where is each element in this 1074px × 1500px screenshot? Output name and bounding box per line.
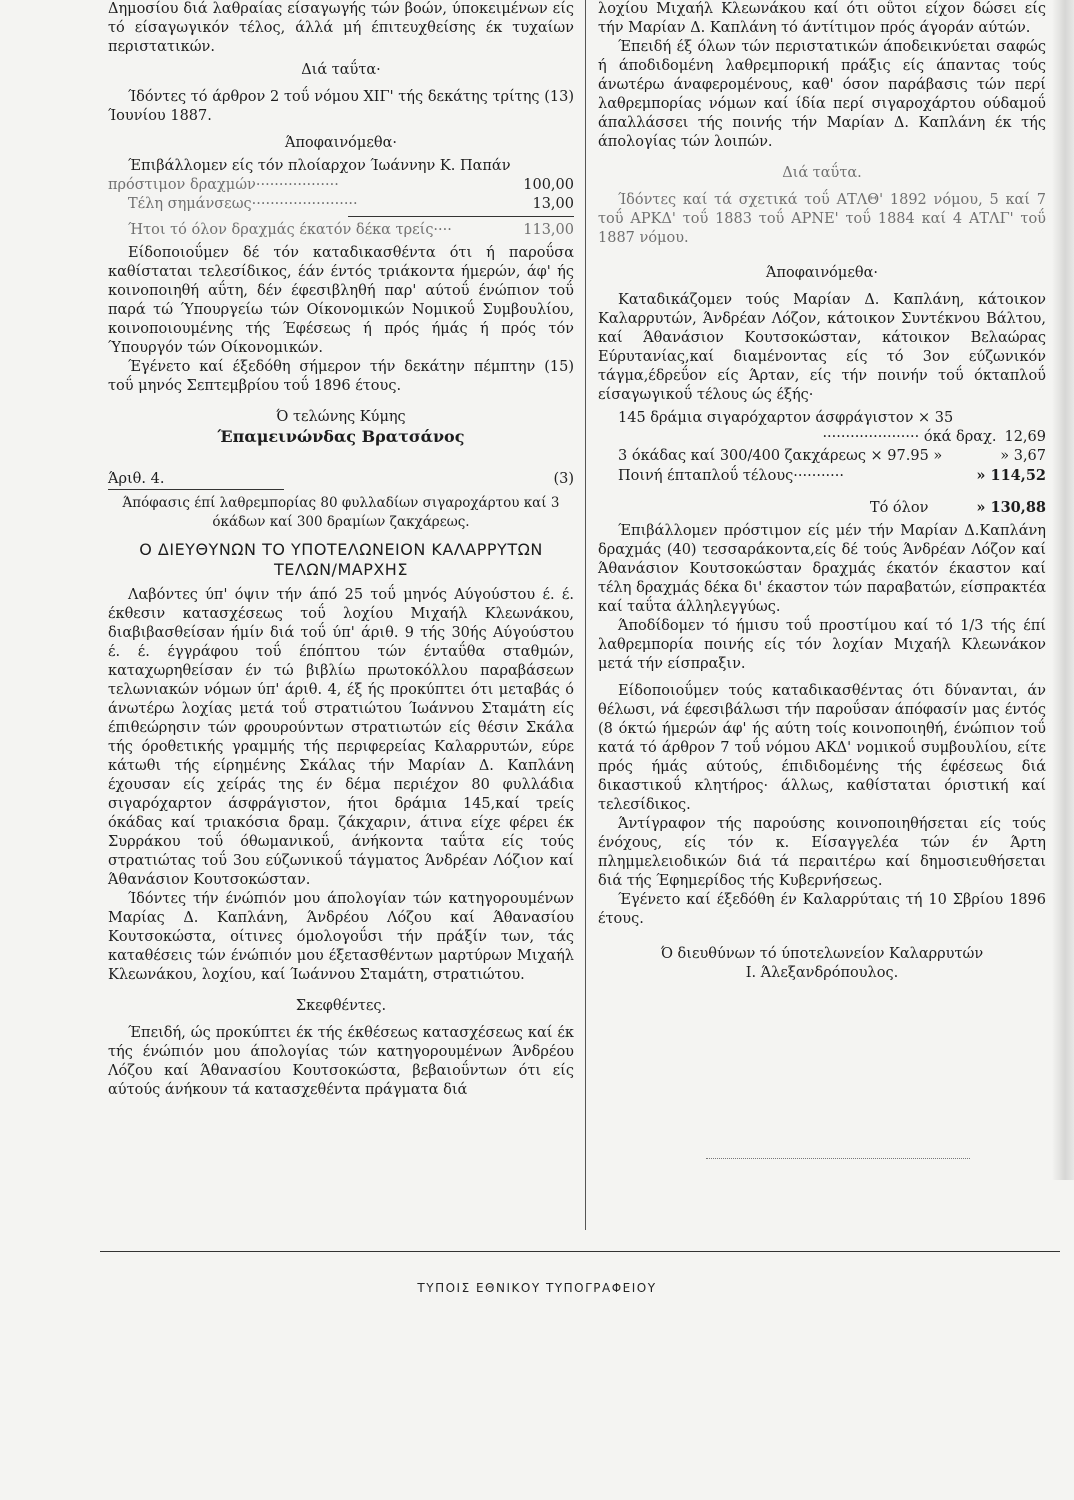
fine-value: 100,00 xyxy=(523,177,574,193)
signer2-name: Ι. Άλεξανδρόπουλος. xyxy=(745,965,899,981)
dia-tauta-heading: Διά ταΰτα· xyxy=(301,62,381,78)
right-column xyxy=(598,0,1046,983)
calc-row-3 xyxy=(598,466,1046,486)
left-column xyxy=(108,0,574,1100)
sum-rule xyxy=(348,216,574,217)
end-dotted-rule xyxy=(706,1158,970,1159)
calc-value-3: » 114,52 xyxy=(976,467,1046,484)
idontes-paragraph-1: Ίδόντες τό άρθρον 2 τοΰ νόμου ΧΙΓ' τής δεκάτης τρίτης (13) Ίουνίου 1887. xyxy=(108,89,574,124)
signer2-title: Ό διευθύνων τό ύποτελωνείον Καλαρρυτών xyxy=(660,946,984,962)
scan-edge-shadow xyxy=(1052,0,1074,1180)
fee-row xyxy=(108,195,574,214)
skefthentes-heading: Σκεφθέντες. xyxy=(295,998,387,1014)
fee-label: Τέλη σημάνσεως······················· xyxy=(128,196,358,212)
lochiou-paragraph: λοχίου Μιχαήλ Κλεωνάκου καί ότι οΰτοι είχον δώσει είς τήν Μαρίαν Δ. Καπλάνη τό άντίτιμον πρός άγοράν αύτών. xyxy=(598,1,1046,36)
calc-total-value: » 130,88 xyxy=(976,499,1046,516)
fine-row xyxy=(108,176,574,195)
arith-number: (3) xyxy=(553,471,574,487)
total-row xyxy=(108,221,574,240)
calc-row-1 xyxy=(598,428,1046,447)
labontes-paragraph: Λαβόντες ύπ' όψιν τήν άπό 25 τοΰ μηνός Αύγούστου έ. έ. έκθεσιν κατασχέσεως τοΰ λοχίου Μιχαήλ Κλεωνάκου, διαβιβασθείσαν ήμίν διά τοΰ ύπ' άριθ. 9 τής 30ής Αύγούστου έ. έ. έγγράφου τοΰ έπόπτου τών ένταΰθα σταθμών, καταχωρηθείσαν έν τώ βιβλίω πρωτοκόλλου παραβάσεων τελωνιακών νόμων ύπ' άριθ. 4, έξ ής προκύπτει ότι μεταβάς ό άνωτέρω λοχίας μετά τοΰ στρατιώτου Ίωάννου Σταμάτη είς έπιθεώρησιν τών φρουρούντων στρατιωτών είς θέσιν Σκάλα τής όροθετικής γραμμής τής περιφερείας Καλαρρυτών, εύρε κάτωθι τής είρημένης Σκάλας τήν Μαρίαν Δ. Καπλάνη έχουσαν είς χείράς της έν δέμα περιέχον 80 φυλλάδια σιγαρόχαρτον άσφράγιστον, ήτοι δράμια 145,καί τρείς όκάδας καί τριακόσια δραμ. ζάκχαριν, άτινα είχε φέρει έκ Συρράκου τοΰ όθωμανικοΰ, άνήκοντα ταΰτα είς τούς στρατιώτας τοΰ 3ου εύζωνικοΰ τάγματος Άνδρέαν Λόζιον καί Άθανάσιον Κουτσοκώσταν. xyxy=(108,587,574,888)
calc-total-label: Τό όλον xyxy=(869,500,929,516)
apofasis-title: Άπόφασις έπί λαθρεμπορίας 80 φυλλαδίων σιγαροχάρτου καί 3 όκάδων καί 300 δραμίων ζακχάρεως. xyxy=(122,495,560,530)
calc-row-2 xyxy=(598,447,1046,466)
katadikazomen-paragraph: Καταδικάζομεν τούς Μαρίαν Δ. Καπλάνη, κάτοικον Καλαρρυτών, Άνδρέαν Λόζον, κάτοικον Συντέκνου Βάλτου, καί Άθανάσιον Κουτσοκώσταν, κάτοικον Βελαώρας Εύρυτανίας,καί διαμένοντας είς τό 3ον εύζωνικόν τάγμα,έδρεΰον είς Άρταν, είς τήν ποινήν τοΰ όκταπλοΰ είσαγωγικοΰ τέλους ώς έξής· xyxy=(598,292,1046,403)
epiballomen-paragraph-2: Έπιβάλλομεν πρόστιμον είς μέν τήν Μαρίαν Δ.Καπλάνη δραχμάς (40) τεσσαράκοντα,είς δέ τούς Άνδρέαν Λόζον καί Άθανάσιον Κουτσοκώσταν δραχμάς έκατόν έκαστον καί τέλη δραχμάς δέκα δι' έκαστον τών παραβατών, είσπρακτέα καί ταΰτα άλληλεγγύως. xyxy=(598,523,1046,615)
calc-line-1-sub: ····················· όκά δραχ. xyxy=(822,429,997,445)
arith-label: Άριθ. 4. xyxy=(108,470,284,490)
signer-name: Έπαμεινώνδας Βρατσάνος xyxy=(217,427,465,446)
director-title: Ο ΔΙΕΥΘΥΝΩΝ ΤΟ ΥΠΟΤΕΛΩΝΕΙΟΝ ΚΑΛΑΡΡΥΤΩΝ ΤΕΛΩΝ/ΜΑΡΧΗΣ xyxy=(139,540,543,579)
epeidi-paragraph-1: Έπειδή, ώς προκύπτει έκ τής έκθέσεως κατασχέσεως καί έκ τής ένώπιόν μου άπολογίας τών κατηγορουμένων Άνδρέου Λόζου καί Άθανασίου Κουτσοκώστα, βεβαιοΰντων ότι είς αύτούς άνήκουν τά κατασχεθέντα πράγματα διά xyxy=(108,1025,574,1098)
calc-value-1: 12,69 xyxy=(1004,429,1046,445)
arith-row xyxy=(108,470,574,490)
idontes-paragraph-2: Ίδόντες τήν ένώπιόν μου άπολογίαν τών κατηγορουμένων Μαρίας Δ. Καπλάνη, Άνδρέου Λόζου καί Άθανασίου Κουτσοκώστα, οίτινες όμολογοΰσι τήν πράξίν των, τάς καταθέσεις τών ένώπιόν μου έξετασθέντων μαρτύρων Μιχαήλ Κλεωνάκου, λοχίου, καί Ίωάννου Σταμάτη, στρατιώτου. xyxy=(108,891,574,983)
apofainometha-heading-2: Άποφαινόμεθα· xyxy=(766,265,878,281)
total-value: 113,00 xyxy=(523,222,574,238)
calc-line-1: 145 δράμια σιγαρόχαρτον άσφράγιστον × 35 xyxy=(618,410,954,426)
epeidi-paragraph-2: Έπειδή έξ όλων τών περιστατικών άποδεικνύεται σαφώς ή άποδιδομένη λαθρεμπορική πράξις είς άπαντας τούς άνωτέρω άναφερομένους, καθ' όσον παράβασις τών περί λαθρεμπορίας νόμων καί ίδία περί σιγαροχάρτου ούδαμοΰ άπαλλάσσει τής ποινής τήν Μαρίαν Δ. Καπλάνη έκ τής άπολογίας τών λοιπών. xyxy=(598,39,1046,150)
footer-rule xyxy=(100,1251,1060,1252)
antigrafon-paragraph: Άντίγραφον τής παρούσης κοινοποιηθήσεται είς τούς ένόχους, είς τόν κ. Είσαγγελέα τών έν Άρτη πλημμελειοδικών διά τά περαιτέρω καί δημοσιευθήσεται διά τής Έφημερίδος τής Κυβερνήσεως. xyxy=(598,816,1046,889)
apofainometha-heading-1: Άποφαινόμεθα· xyxy=(285,135,397,151)
idontes-paragraph-3: Ίδόντες καί τά σχετικά τοΰ ΑΤΛΘ' 1892 νόμου, 5 καί 7 τοΰ ΑΡΚΔ' τοΰ 1883 τοΰ ΑΡΝΕ' τοΰ 1884 καί 4 ΑΤΛΓ' τοΰ 1887 νόμου. xyxy=(598,192,1046,246)
apodidomen-paragraph: Άποδίδομεν τό ήμισυ τοΰ προστίμου καί τό 1/3 τής έπί λαθρεμπορία ποινής είς τόν λοχίαν Μιχαήλ Κλεωνάκον μετά τήν είσπραξιν. xyxy=(598,618,1046,672)
eidopoioumen-paragraph-1: Είδοποιοΰμεν δέ τόν καταδικασθέντα ότι ή παροΰσα καθίσταται τελεσίδικος, έάν έντός τριάκοντα ήμερών, άφ' ής κοινοποιηθή αΰτη, δέν έφεσιβληθή παρ' αύτοΰ ένώπιον τοΰ παρά τώ Ύπουργείω τών Οίκονομικών Νομικοΰ Συμβουλίου, κοινοποιουμένης τής Έφέσεως ή πρός ήμάς ή πρός τόν Ύπουργόν τών Οίκονομικών. xyxy=(108,245,574,356)
calc-line-3: Ποινή έπταπλοΰ τέλους··········· xyxy=(618,468,844,484)
eidopoioumen-paragraph-2: Είδοποιοΰμεν τούς καταδικασθέντας ότι δύνανται, άν θέλωσι, νά έφεσιβάλωσι τήν παροΰσαν άπόφασίν μας έντός (8 όκτώ ήμερών άφ' ής αύτη τοίς κοινοποιηθή, ένώπιον τοΰ κατά τό άρθρον 7 τοΰ νόμου ΑΚΔ' νομικοΰ συμβουλίου, είτε πρός ήμάς αύτούς, έπιδιδομένης τής έφέσεως διά δικαστικοΰ κλητήρος· άλλως, καθίσταται όριστική καί τελεσίδικος. xyxy=(598,683,1046,813)
calc-value-2: » 3,67 xyxy=(1000,448,1046,464)
column-divider xyxy=(585,0,586,1230)
epiballomen-paragraph-1: Έπιβάλλομεν είς τόν πλοίαρχον Ίωάννην Κ. Παπάν xyxy=(128,158,511,174)
calc-total-row xyxy=(598,498,1046,518)
printer-imprint: ΤΥΠΟΙΣ ΕΘΝΙΚΟΥ ΤΥΠΟΓΡΑΦΕΙΟΥ xyxy=(417,1281,657,1295)
fine-label: πρόστιμον δραχμών·················· xyxy=(108,177,339,193)
calc-line-2: 3 όκάδας καί 300/400 ζακχάρεως × 97.95 » xyxy=(618,448,943,464)
egeneto-paragraph-2: Έγένετο καί έξεδόθη έν Καλαρρύταις τή 10 Σβρίου 1896 έτους. xyxy=(598,892,1046,927)
total-label: Ήτοι τό όλον δραχμάς έκατόν δέκα τρείς···· xyxy=(128,222,452,238)
egeneto-paragraph-1: Έγένετο καί έξεδόθη σήμερον τήν δεκάτην πέμπτην (15) τοΰ μηνός Σεπτεμβρίου τοΰ 1896 έτους. xyxy=(108,359,574,394)
signer-title: Ό τελώνης Κύμης xyxy=(276,409,406,425)
fee-value: 13,00 xyxy=(532,196,574,212)
intro-paragraph: Δημοσίου διά λαθραίας είσαγωγής τών βοών, ύποκειμένων είς τό είσαγωγικόν τέλος, άλλά μή έπιτευχθείσης έκ τυχαίων περιστατικών. xyxy=(108,1,574,55)
dia-tauta-heading-2: Διά ταΰτα. xyxy=(782,165,862,181)
